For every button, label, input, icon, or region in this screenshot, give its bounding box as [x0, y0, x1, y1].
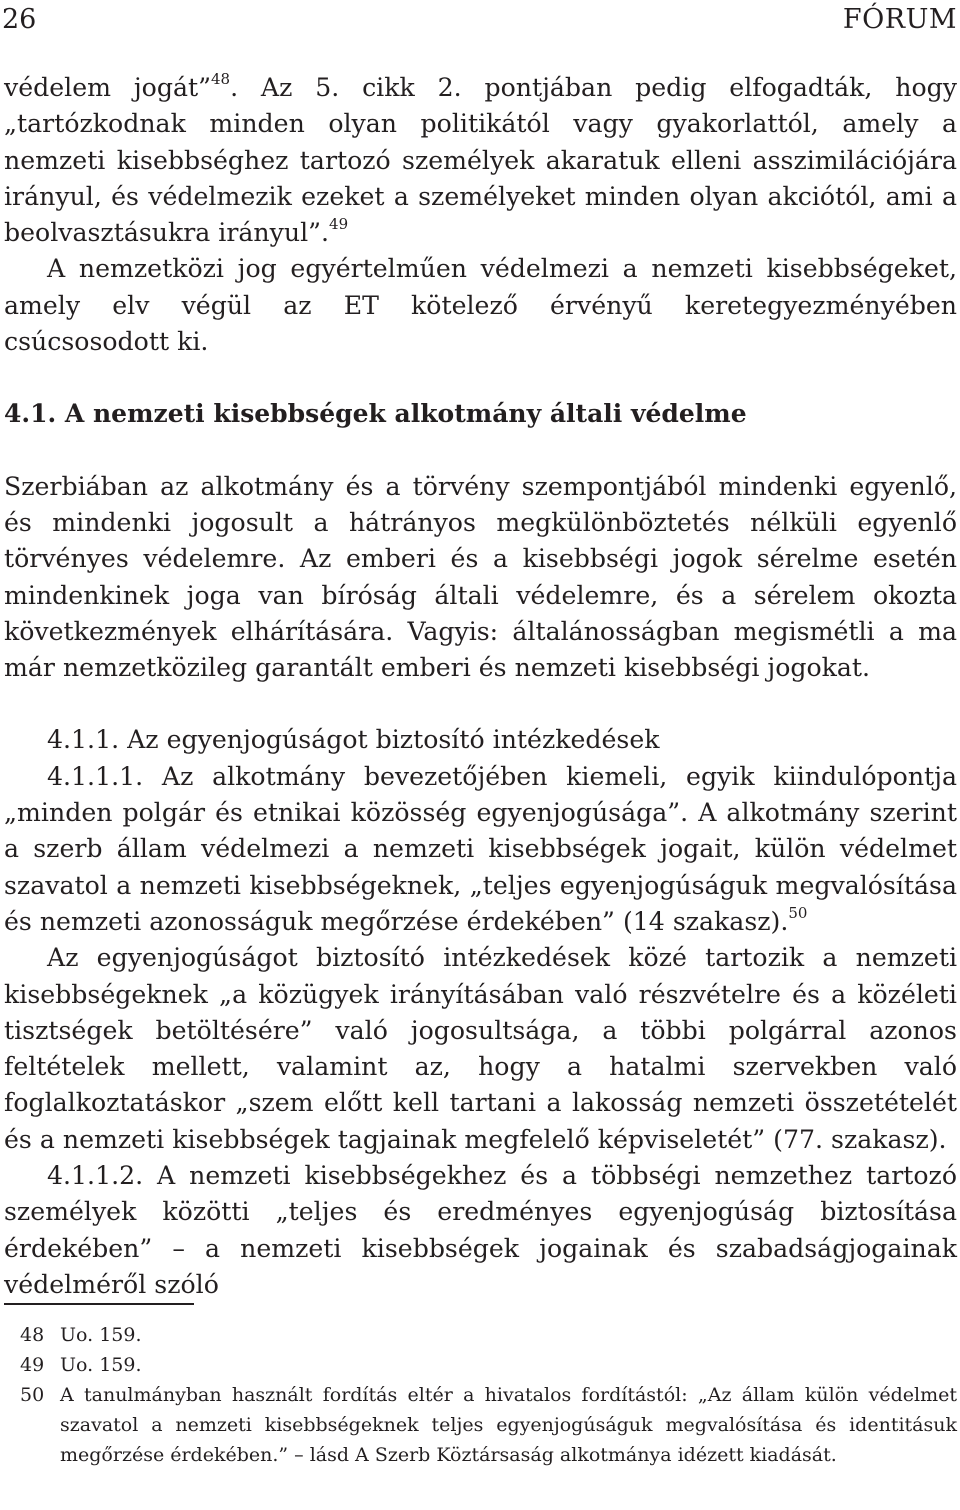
text-run: védelem jogát”: [4, 73, 211, 102]
paragraph: Az egyenjogúságot biztosító intézkedések közé tartozik a nemzeti kisebbségeknek „a közügyek irányításában való részvételre és a közéleti tisztségek betöltésére” való jogosultsága, a többi polgárral azonos feltételek mellett, valamint az, hogy a hatalmi szervekben való foglalkoztatáskor „szem előtt kell tartani a lakosság nemzeti összetételét és a nemzeti kisebbségek tagjainak megfelelő képviseletét” (77. szakasz).: [4, 943, 957, 1154]
paragraph: A nemzetközi jog egyértelműen védelmezi a nemzeti kisebbségeket, amely elv végül az ET kötelező érvényű keretegyezményében csúcsosodott ki.: [4, 254, 957, 357]
footnote-ref-48[interactable]: 48: [210, 69, 231, 88]
paragraph: [4, 70, 957, 251]
footnote-text: Uo. 159.: [60, 1354, 142, 1376]
footnote-text: Uo. 159.: [60, 1324, 142, 1346]
footnote: [20, 1320, 957, 1350]
footnote: [20, 1380, 957, 1470]
text-run: . Az 5. cikk 2. pontjában pedig elfogadták, hogy „tartózkodnak minden olyan politikától vagy gyakorlattól, amely a nemzeti kisebbséghez tartozó személyek akaratuk elleni asszimilációjára irányul, és védelmezik ezeket a személyeket minden olyan akciótól, ami a beolvasztásukra irányul”.: [4, 73, 957, 248]
footnote-number: 50: [20, 1384, 45, 1406]
paragraph: 4.1.1.2. A nemzeti kisebbségekhez és a többségi nemzethez tartozó személyek közötti „teljes és eredményes egyenjogúság biztosítása érdekében” – a nemzeti kisebbségek jogainak és szabadságjogainak védelméről szóló: [4, 1161, 957, 1299]
spacer: [4, 686, 957, 722]
subsection-heading: 4.1.1. Az egyenjogúságot biztosító intézkedések: [47, 725, 660, 755]
footnote-number: 48: [20, 1324, 45, 1346]
footnote: [20, 1350, 957, 1380]
journal-title: FÓRUM: [842, 4, 957, 35]
footnote-ref-49[interactable]: 49: [329, 214, 349, 233]
footnotes: [20, 1320, 957, 1470]
article-body: [4, 70, 957, 1303]
text-run: 4.1.1.1. Az alkotmány bevezetőjében kiemeli, egyik kiindulópontja „minden polgár és etnikai közösség egyenjogúsága”. A alkotmány szerint a szerb állam védelmezi a nemzeti kisebbségek jogait, külön védelmet szavatol a nemzeti kisebbségeknek, „teljes egyenjogúságuk megvalósítása és nemzeti azonosságuk megőrzése érdekében” (14 szakasz).: [4, 761, 957, 936]
spacer: [4, 433, 957, 469]
footnote-ref-50[interactable]: 50: [788, 903, 808, 922]
footnote-divider: [4, 1303, 194, 1305]
page-number: 26: [2, 4, 37, 35]
footnote-number: 49: [20, 1354, 45, 1376]
page-header: [2, 0, 957, 40]
section-heading: 4.1. A nemzeti kisebbségek alkotmány általi védelme: [4, 399, 747, 429]
paragraph: Szerbiában az alkotmány és a törvény szempontjából mindenki egyenlő, és mindenki jogosult a hátrányos megkülönböztetés nélküli egyenlő törvényes védelemre. Az emberi és a kisebbségi jogok sérelme esetén mindenkinek joga van bíróság általi védelemre, és a sérelem okozta következmények elhárítására. Vagyis: általánosságban megismétli a ma már nemzetközileg garantált emberi és nemzeti kisebbségi jogokat.: [4, 471, 957, 683]
paragraph: [4, 759, 957, 940]
spacer: [4, 360, 957, 396]
footnote-text: A tanulmányban használt fordítás eltér a hivatalos fordítástól: „Az állam külön védelmet szavatol a nemzeti kisebbségeknek teljes egyenjogúságuk megvalósítása és identitásuk megőrzése érdekében.” – lásd A Szerb Köztársaság alkotmánya idézett kiadását.: [60, 1384, 957, 1466]
